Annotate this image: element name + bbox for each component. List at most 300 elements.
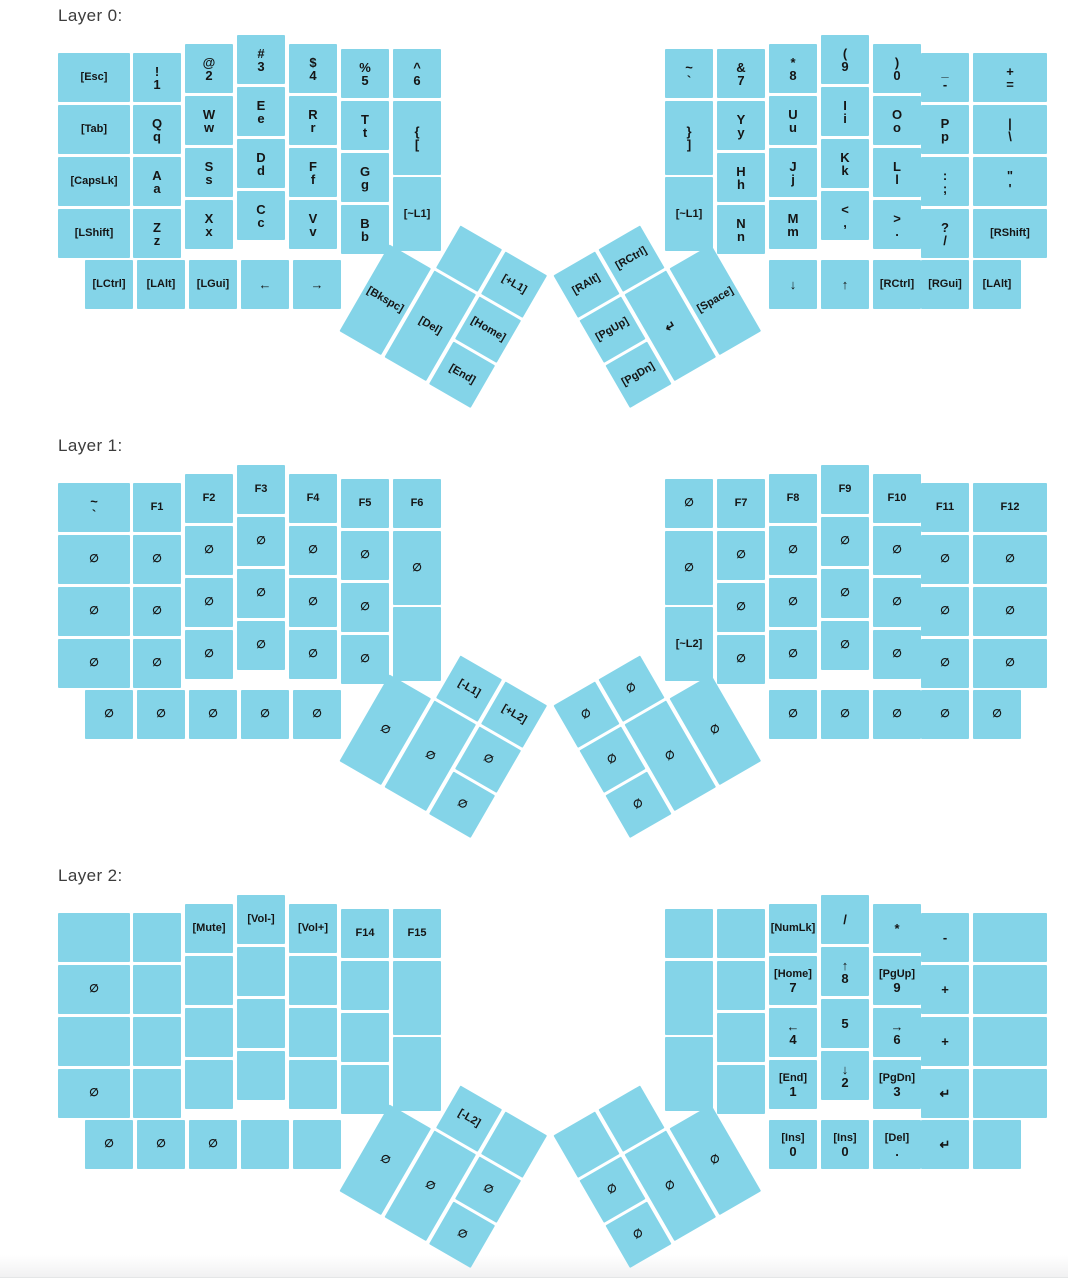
key-label: [LAlt] [982, 278, 1012, 290]
key-label: ∅ [840, 535, 850, 547]
key [821, 35, 869, 84]
key-label: ∅ [360, 653, 370, 665]
key-label: [RCtrl] [613, 244, 650, 272]
key-label: ∅ [662, 1177, 678, 1193]
key-label: F5 [358, 497, 372, 509]
layer-title-1: Layer 1: [58, 436, 123, 455]
key-label: ∅ [312, 708, 322, 720]
key [821, 517, 869, 566]
layer-title-0: Layer 0: [58, 6, 123, 25]
key-label: [RAlt] [570, 271, 603, 297]
key [341, 101, 389, 150]
key [393, 531, 441, 605]
key [769, 690, 817, 739]
key [341, 153, 389, 202]
key-label: ∅ [104, 708, 114, 720]
key-label: ∅ [152, 553, 162, 565]
key [185, 526, 233, 575]
key-label: ∅ [736, 549, 746, 561]
key-label: ∅ [940, 553, 950, 565]
key-label: ∅ [940, 605, 950, 617]
key [921, 483, 969, 532]
key-label: ∅ [308, 648, 318, 660]
key-label: ∅ [360, 549, 370, 561]
key [237, 999, 285, 1048]
key-label: ↓ [841, 1061, 849, 1077]
key [821, 260, 869, 309]
key [973, 1069, 1047, 1118]
key [873, 904, 921, 953]
key [341, 531, 389, 580]
key [769, 200, 817, 249]
key-label: ∅ [579, 706, 594, 722]
key-label: g [361, 176, 369, 192]
key [821, 139, 869, 188]
key-label: ↵ [939, 1137, 951, 1152]
key-label: ∅ [707, 721, 723, 737]
key-label: [LCtrl] [92, 278, 126, 290]
key [769, 1060, 817, 1109]
key [58, 587, 130, 636]
key-label: [~L2] [675, 637, 703, 650]
key [769, 44, 817, 93]
key-label: [-L2] [455, 1107, 483, 1130]
key [769, 148, 817, 197]
key [973, 157, 1047, 206]
key [237, 139, 285, 188]
key [341, 961, 389, 1010]
key [393, 101, 441, 175]
key [185, 578, 233, 627]
key [133, 1017, 181, 1066]
key [189, 260, 237, 309]
key-label: [Mute] [192, 922, 226, 934]
key-label: ∅ [204, 596, 214, 608]
key-label: J [789, 158, 797, 174]
key-label: < [841, 201, 849, 217]
key [769, 578, 817, 627]
key-label: ∅ [204, 544, 214, 556]
key-label: [Home] [468, 314, 508, 344]
key-label: [ [414, 137, 420, 152]
key-label: [LShift] [74, 227, 114, 239]
key [237, 517, 285, 566]
key-label: ↑ [841, 957, 849, 973]
key [665, 101, 713, 175]
key [769, 630, 817, 679]
key [973, 209, 1047, 258]
key-label: ∅ [840, 587, 850, 599]
key [717, 583, 765, 632]
key [137, 690, 185, 739]
key-label: 0 [893, 67, 901, 83]
key-label: K [840, 149, 850, 165]
key-label: [Tab] [80, 123, 108, 135]
key [717, 531, 765, 580]
key [921, 209, 969, 258]
key-label: I [843, 97, 847, 113]
key-label: | [1008, 115, 1012, 131]
key-label: ~ [685, 59, 693, 75]
key-label: [~L1] [403, 207, 431, 220]
key [185, 904, 233, 953]
key [665, 479, 713, 528]
key [289, 1060, 337, 1109]
key-label: [~L1] [675, 207, 703, 220]
key-label: @ [202, 54, 216, 70]
key-label: ∅ [208, 708, 218, 720]
key-label: [RCtrl] [879, 278, 915, 290]
key [821, 999, 869, 1048]
key-label: ∅ [605, 751, 620, 767]
key-label: ∅ [260, 708, 270, 720]
key-label: : [942, 167, 948, 183]
key [973, 587, 1047, 636]
key [341, 479, 389, 528]
key [873, 260, 921, 309]
key [717, 909, 765, 958]
key-label: Y [736, 111, 746, 127]
key [85, 1120, 133, 1169]
key [921, 260, 969, 309]
key [769, 904, 817, 953]
key [58, 105, 130, 154]
key [58, 1017, 130, 1066]
key-label: ∅ [89, 657, 99, 669]
key [717, 49, 765, 98]
key [341, 583, 389, 632]
key [133, 483, 181, 532]
key [133, 157, 181, 206]
key-label: d [257, 162, 265, 178]
key-label: ∅ [707, 1151, 723, 1167]
key-label: " [1006, 167, 1014, 183]
key-label: ∅ [631, 1226, 646, 1242]
key-label: [Space] [694, 284, 736, 315]
key [973, 535, 1047, 584]
key [921, 1069, 969, 1118]
key-label: ∅ [840, 708, 850, 720]
key [341, 205, 389, 254]
key [769, 96, 817, 145]
key [873, 956, 921, 1005]
key-label: . [895, 1143, 899, 1159]
key [237, 465, 285, 514]
key-label: h [737, 176, 745, 192]
key-label: [PgDn] [878, 1071, 916, 1084]
key-label: H [736, 163, 746, 179]
key-label: ∅ [605, 1181, 620, 1197]
key [921, 157, 969, 206]
key-label: Q [151, 115, 163, 131]
key-label: N [736, 215, 746, 231]
key [769, 1120, 817, 1169]
key [665, 961, 713, 1035]
key [921, 1120, 969, 1169]
key [185, 630, 233, 679]
key-label: } [686, 124, 692, 139]
key-label: n [737, 228, 745, 244]
key-label: ) [894, 54, 900, 70]
key [237, 569, 285, 618]
key-label: x [205, 223, 213, 239]
key-label: ∅ [1005, 605, 1015, 617]
page-bottom-strip [0, 1255, 1068, 1278]
key-label: ~ [90, 493, 98, 509]
key [137, 1120, 185, 1169]
key-label: ↑ [841, 277, 849, 292]
key [393, 909, 441, 958]
key [58, 965, 130, 1014]
key [717, 1013, 765, 1062]
key [237, 895, 285, 944]
key [58, 639, 130, 688]
key-label: D [256, 149, 266, 165]
key-label: ∅ [156, 1138, 166, 1150]
key [717, 153, 765, 202]
key [769, 474, 817, 523]
key-label: ∅ [152, 605, 162, 617]
key [289, 44, 337, 93]
key-label: ← [786, 1018, 800, 1034]
key-label: ∅ [455, 796, 470, 812]
key-label: F6 [410, 497, 424, 509]
key [921, 965, 969, 1014]
key [237, 35, 285, 84]
key-label: u [789, 119, 797, 135]
key [973, 1120, 1021, 1169]
key-label: F14 [355, 927, 375, 939]
key [821, 947, 869, 996]
key-label: F2 [202, 492, 216, 504]
key [293, 1120, 341, 1169]
key [873, 1008, 921, 1057]
key [717, 479, 765, 528]
key-label: G [359, 163, 371, 179]
key [973, 965, 1047, 1014]
key [341, 909, 389, 958]
key-label: 3 [893, 1083, 901, 1099]
key-label: [PgUp] [593, 315, 631, 344]
key-label: c [257, 214, 265, 230]
key [873, 690, 921, 739]
key-label: ∅ [256, 535, 266, 547]
key-label: ? [941, 219, 949, 235]
key-label: ∅ [840, 639, 850, 651]
key [821, 690, 869, 739]
key [241, 1120, 289, 1169]
key-label: ; [942, 180, 948, 196]
key [237, 621, 285, 670]
key-label: F9 [838, 483, 852, 495]
key-label: # [257, 45, 265, 61]
key-label: F4 [306, 492, 320, 504]
key [873, 44, 921, 93]
key-label: 2 [205, 67, 213, 83]
key [58, 53, 130, 102]
key-label: 9 [841, 58, 849, 74]
key [341, 635, 389, 684]
key [185, 44, 233, 93]
key-label: w [203, 119, 215, 135]
key-label: ∅ [892, 708, 902, 720]
key-label: r [310, 119, 316, 135]
key-label: m [787, 223, 799, 239]
key-label: ∅ [662, 747, 678, 763]
key-label: i [843, 110, 847, 126]
key-label: F15 [407, 927, 427, 939]
key-label: $ [309, 54, 317, 70]
key-label: ] [686, 137, 692, 152]
key-label: [PgDn] [619, 360, 657, 389]
key-label: P [940, 115, 950, 131]
key-label: ∅ [892, 544, 902, 556]
key [185, 1060, 233, 1109]
key-label: 8 [789, 67, 797, 83]
key [185, 96, 233, 145]
key [973, 913, 1047, 962]
key-label: . [895, 223, 899, 239]
key-label: ∅ [940, 708, 950, 720]
key [873, 1120, 921, 1169]
key-label: [Bkspc] [365, 284, 406, 315]
key-label: R [308, 106, 318, 122]
key [237, 87, 285, 136]
key-label: ∅ [89, 605, 99, 617]
key-label: ∅ [412, 561, 422, 574]
key-label: [Esc] [80, 71, 108, 83]
key-label: 1 [153, 76, 161, 92]
key-label: F11 [935, 501, 955, 513]
key-label: T [361, 111, 369, 127]
key-label: [Vol-] [247, 913, 275, 925]
key [289, 956, 337, 1005]
key [237, 947, 285, 996]
key [58, 209, 130, 258]
key [85, 260, 133, 309]
key-label: + [941, 1034, 949, 1049]
key-label: [-L1] [455, 677, 483, 700]
key-label: \ [1008, 128, 1012, 144]
key-label: p [941, 128, 949, 144]
key [873, 1060, 921, 1109]
key [973, 53, 1047, 102]
key-label: ` [686, 72, 692, 88]
key [85, 690, 133, 739]
key-label: S [204, 158, 214, 174]
key-label: 5 [841, 1016, 849, 1031]
key-label: V [308, 210, 318, 226]
key [341, 1013, 389, 1062]
key [769, 1008, 817, 1057]
key-label: C [256, 201, 266, 217]
key [393, 479, 441, 528]
key [185, 200, 233, 249]
key [289, 1008, 337, 1057]
key-label: F [309, 158, 317, 174]
key-label: * [790, 54, 796, 70]
key [185, 474, 233, 523]
key-label: A [152, 167, 162, 183]
key-label: ∅ [1005, 553, 1015, 565]
key [58, 913, 130, 962]
key [289, 630, 337, 679]
key [873, 96, 921, 145]
key [973, 105, 1047, 154]
key-label: , [843, 214, 847, 230]
key [237, 1051, 285, 1100]
key [821, 191, 869, 240]
key [133, 209, 181, 258]
key-label: F12 [1000, 501, 1020, 513]
key-label: L [893, 158, 901, 174]
key-label: [+L1] [499, 272, 529, 297]
key [393, 49, 441, 98]
key-label: ← [258, 277, 272, 292]
key [921, 105, 969, 154]
key-label: ∅ [378, 721, 393, 737]
key-label: ∅ [423, 747, 438, 763]
key-label: 7 [737, 72, 745, 88]
key [973, 1017, 1047, 1066]
key-label: = [1006, 76, 1014, 92]
key-label: 9 [893, 979, 901, 995]
key-label: F3 [254, 483, 268, 495]
key [137, 260, 185, 309]
key-label: / [943, 232, 947, 248]
key [921, 587, 969, 636]
key-label: ∅ [256, 639, 266, 651]
key [289, 96, 337, 145]
key-label: [Del] [884, 1131, 910, 1144]
key-label: [Vol+] [297, 922, 329, 934]
key-label: ∅ [378, 1151, 393, 1167]
key [58, 1069, 130, 1118]
key [341, 1065, 389, 1114]
key-label: E [256, 97, 266, 113]
key [821, 465, 869, 514]
key [133, 53, 181, 102]
key-label: + [1006, 63, 1014, 79]
key-label: F7 [734, 497, 748, 509]
key-label: o [893, 119, 901, 135]
layer-title-2: Layer 2: [58, 866, 123, 885]
key [873, 200, 921, 249]
key-label: ∅ [992, 708, 1002, 720]
key-label: [End] [778, 1071, 808, 1084]
key-label: B [360, 215, 370, 231]
key-label: a [153, 180, 161, 196]
key-label: & [736, 59, 746, 75]
key [873, 474, 921, 523]
key-label: [PgUp] [878, 967, 916, 980]
key-label: + [941, 982, 949, 997]
key-label: 3 [257, 58, 265, 74]
key [769, 526, 817, 575]
key [921, 1017, 969, 1066]
key-label: ∅ [940, 657, 950, 669]
key [185, 1008, 233, 1057]
key [717, 1065, 765, 1114]
key [921, 913, 969, 962]
key-label: ∅ [736, 601, 746, 613]
key-label: ∅ [308, 596, 318, 608]
key [973, 260, 1021, 309]
key-label: ∅ [256, 587, 266, 599]
key-label: q [153, 128, 161, 144]
key [717, 635, 765, 684]
key-label: - [942, 76, 948, 92]
